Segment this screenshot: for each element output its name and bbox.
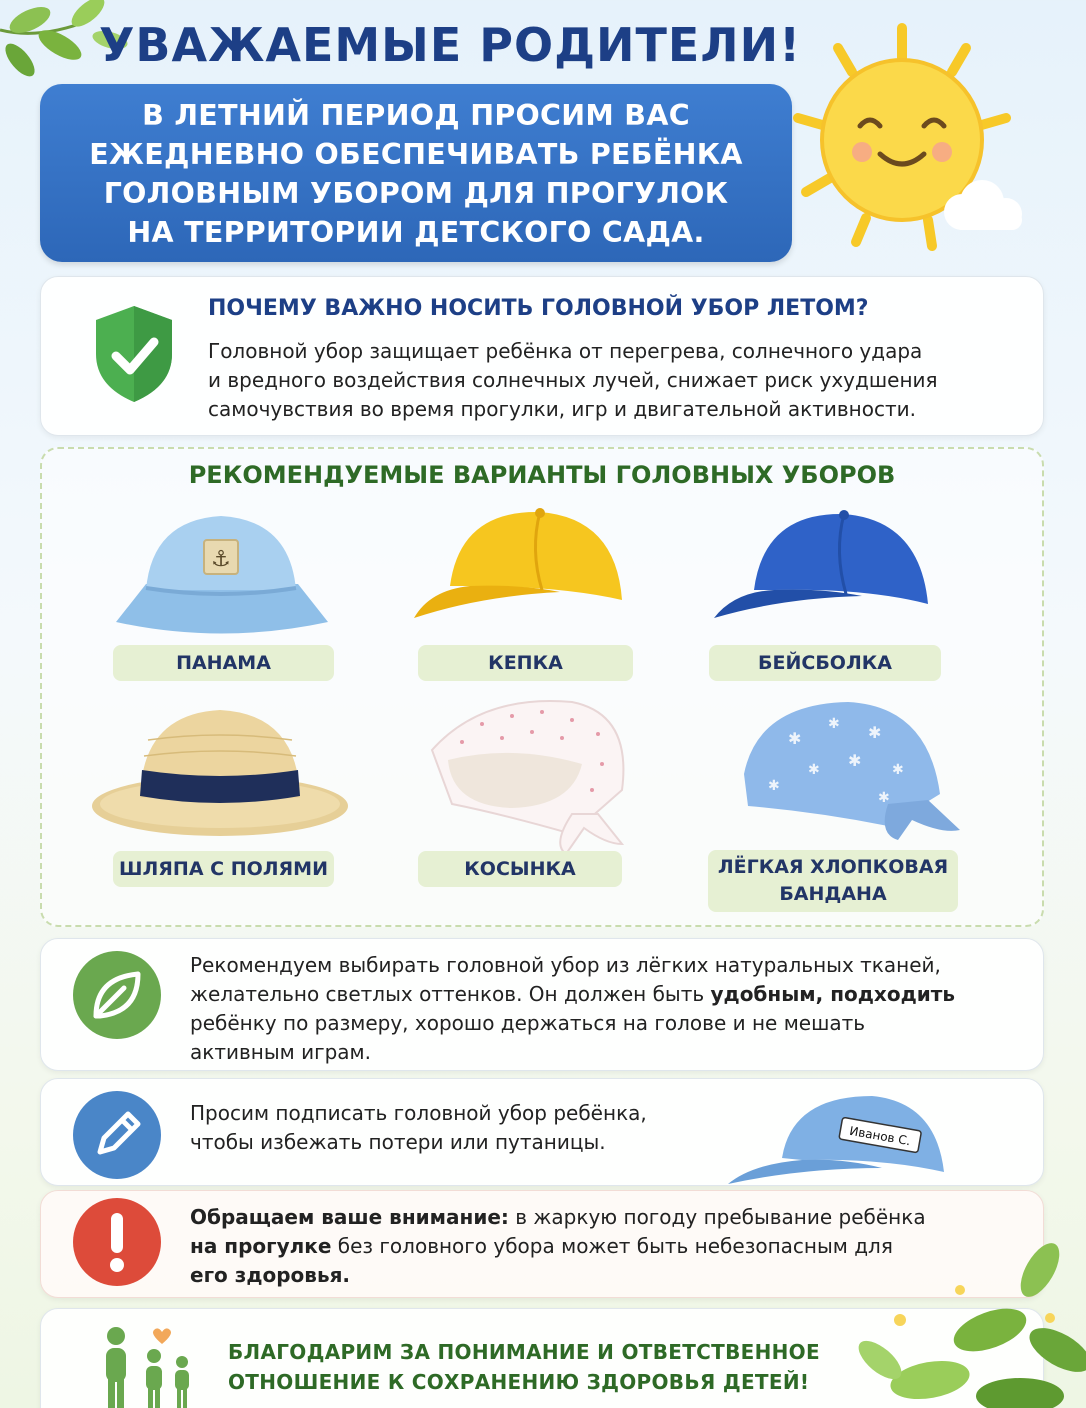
hat-label-cap: КЕПКА <box>418 645 633 681</box>
bandana-label-line: ЛЁГКАЯ ХЛОПКОВАЯ <box>717 856 949 878</box>
hat-label-straw-hat: ШЛЯПА С ПОЛЯМИ <box>113 851 334 887</box>
announcement-banner <box>40 84 792 262</box>
why-line: и вредного воздействия солнечных лучей, снижает риск ухудшения <box>208 368 938 392</box>
svg-text:✱: ✱ <box>892 762 904 778</box>
warning-line <box>190 1232 950 1261</box>
shield-check-icon <box>90 302 178 406</box>
straw-hat-image <box>88 700 352 842</box>
fabric-line: ребёнку по размеру, хорошо держаться на голове и не мешать <box>190 1011 866 1035</box>
banner-line: ЕЖЕДНЕВНО ОБЕСПЕЧИВАТЬ РЕБЁНКА <box>89 138 743 171</box>
fabric-emphasis: подходить <box>830 982 955 1006</box>
thanks-line: БЛАГОДАРИМ ЗА ПОНИМАНИЕ И ОТВЕТСТВЕННОЕ <box>228 1340 820 1364</box>
warning-line <box>190 1203 950 1232</box>
yellow-cap-image <box>410 500 640 630</box>
hat-label-headscarf: КОСЫНКА <box>418 851 622 887</box>
fabric-line <box>190 980 990 1009</box>
cap-name-tag: Иванов С. <box>848 1123 912 1149</box>
named-cap-image <box>722 1088 952 1188</box>
warning-emphasis: его здоровья. <box>190 1263 351 1287</box>
banner-line: В ЛЕТНИЙ ПЕРИОД ПРОСИМ ВАС <box>142 99 690 132</box>
exclamation-icon <box>72 1197 162 1287</box>
svg-text:✱: ✱ <box>878 790 890 806</box>
fabric-line: Рекомендуем выбирать головной убор из лёгких натуральных тканей, <box>190 953 941 977</box>
warning-text-part: в жаркую погоду пребывание ребёнка <box>508 1205 926 1229</box>
why-title: ПОЧЕМУ ВАЖНО НОСИТЬ ГОЛОВНОЙ УБОР ЛЕТОМ? <box>208 296 869 321</box>
headscarf-image <box>422 694 646 856</box>
hat-label-bandana <box>708 850 958 912</box>
warning-emphasis: Обращаем ваше внимание: <box>190 1205 509 1229</box>
svg-text:⚓: ⚓ <box>211 547 231 572</box>
sign-hat-text <box>190 1099 647 1157</box>
family-icon <box>92 1322 202 1408</box>
why-text <box>208 337 1028 424</box>
fabric-line: активным играм. <box>190 1040 371 1064</box>
bandana-image <box>728 694 968 844</box>
svg-text:✱: ✱ <box>868 723 882 742</box>
svg-text:✱: ✱ <box>768 778 780 794</box>
fabric-advice-text <box>190 951 990 1067</box>
bucket-hat-image <box>106 500 336 640</box>
fabric-text: желательно светлых оттенков. Он должен быть <box>190 982 711 1006</box>
leaf-icon <box>72 950 162 1040</box>
svg-text:✱: ✱ <box>788 729 802 748</box>
hat-label-panama: ПАНАМА <box>113 645 334 681</box>
smiling-sun-icon <box>782 22 1022 262</box>
warning-text <box>190 1203 950 1290</box>
recommended-title: РЕКОМЕНДУЕМЫЕ ВАРИАНТЫ ГОЛОВНЫХ УБОРОВ <box>188 461 896 489</box>
pencil-icon <box>72 1090 162 1180</box>
fabric-separator: , <box>815 982 831 1006</box>
why-line: самочувствия во время прогулки, игр и двигательной активности. <box>208 397 916 421</box>
svg-text:✱: ✱ <box>828 716 840 732</box>
fabric-emphasis: удобным <box>710 982 816 1006</box>
svg-text:✱: ✱ <box>808 762 820 778</box>
thanks-line: ОТНОШЕНИЕ К СОХРАНЕНИЮ ЗДОРОВЬЯ ДЕТЕЙ! <box>228 1370 810 1394</box>
banner-line: ГОЛОВНЫМ УБОРОМ ДЛЯ ПРОГУЛОК <box>103 177 729 210</box>
thanks-text <box>228 1337 820 1397</box>
leaves-decoration-icon <box>840 1210 1086 1408</box>
why-line: Головной убор защищает ребёнка от перегрева, солнечного удара <box>208 339 923 363</box>
blue-baseball-cap-image <box>710 500 942 630</box>
hat-label-baseball-cap: БЕЙСБОЛКА <box>709 645 941 681</box>
warning-line <box>190 1261 950 1290</box>
sign-line: Просим подписать головной убор ребёнка, <box>190 1101 647 1125</box>
bandana-label-line: БАНДАНА <box>779 883 887 905</box>
warning-emphasis: на прогулке <box>190 1234 332 1258</box>
banner-line: НА ТЕРРИТОРИИ ДЕТСКОГО САДА. <box>127 216 705 249</box>
page-title: УВАЖАЕМЫЕ РОДИТЕЛИ! <box>98 18 802 72</box>
warning-text-part: без головного убора может быть небезопасным для <box>331 1234 893 1258</box>
sign-line: чтобы избежать потери или путаницы. <box>190 1130 606 1154</box>
svg-text:✱: ✱ <box>848 751 862 770</box>
